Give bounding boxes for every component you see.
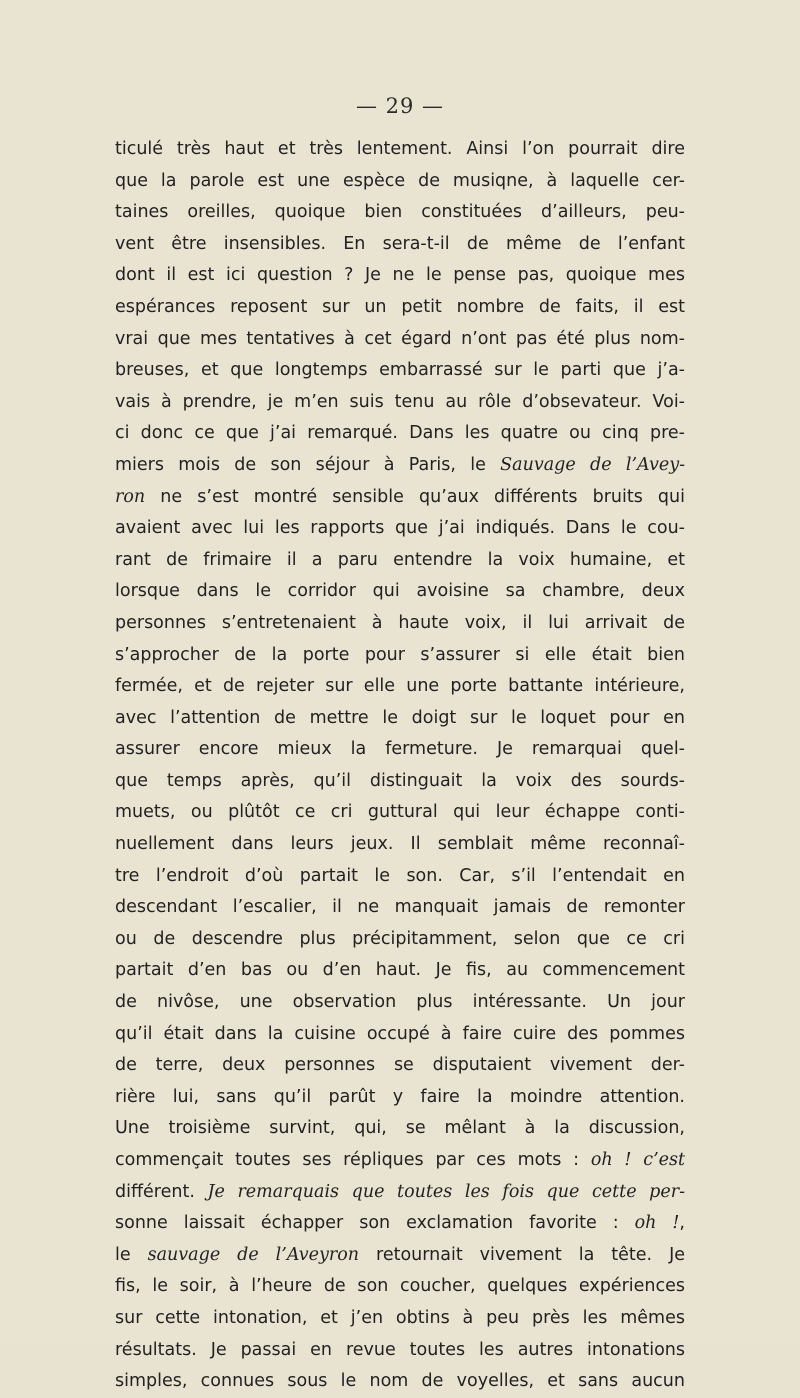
text-line: s’approcher de la porte pour s’assurer si elle était bien — [115, 644, 685, 665]
italic-text: sauvage de l’Aveyron — [147, 1244, 360, 1265]
text-line: ticulé très haut et très lentement. Ainsi l’on pourrait dire — [115, 139, 685, 159]
text-line: que la parole est une espèce de musiqne, à laquelle cer- — [115, 170, 685, 191]
text-line: descendant l’escalier, il ne manquait jamais de remonter — [115, 897, 685, 918]
text-line: sonne laissait échapper son exclamation favorite : oh !, — [115, 1213, 685, 1234]
text-line: vrai que mes tentatives à cet égard n’ont pas été plus nom- — [115, 328, 685, 349]
text-line: personnes s’entretenaient à haute voix, il lui arrivait de — [115, 612, 685, 633]
text-line: qu’il était dans la cuisine occupé à faire cuire des pommes — [115, 1023, 685, 1044]
text-line: que temps après, qu’il distinguait la voix des sourds- — [115, 770, 685, 791]
text-line: dont il est ici question ? Je ne le pense pas, quoique mes — [115, 265, 685, 286]
text-line: fis, le soir, à l’heure de son coucher, quelques expériences — [115, 1276, 685, 1297]
text-line: le sauvage de l’Aveyron retournait vivement la tête. Je — [115, 1244, 686, 1265]
text-line: commençait toutes ses répliques par ces mots : oh ! c’est — [115, 1150, 686, 1170]
text-line: assurer encore mieux la fermeture. Je remarquai quel- — [115, 739, 685, 760]
text-line: muets, ou plûtôt ce cri guttural qui leur échappe conti- — [115, 802, 685, 823]
italic-text: ron — [115, 486, 146, 507]
text-line: taines oreilles, quoique bien constituées d’ailleurs, peu- — [115, 202, 685, 223]
text-line: vais à prendre, je m’en suis tenu au rôle d’obsevateur. Voi- — [115, 391, 685, 412]
text-line: rant de frimaire il a paru entendre la voix humaine, et — [115, 549, 685, 570]
italic-text: Sauvage de l’Avey- — [500, 454, 685, 475]
italic-text: Je remarquais que toutes les fois que cette per- — [194, 1181, 685, 1202]
page-number: — 29 — — [355, 94, 445, 118]
italic-text: oh ! — [634, 1213, 680, 1234]
text-line: ci donc ce que j’ai remarqué. Dans les quatre ou cinq pre- — [115, 423, 685, 444]
text-line: avaient avec lui les rapports que j’ai indiqués. Dans le cou- — [115, 518, 685, 539]
text-line: avec l’attention de mettre le doigt sur le loquet pour en — [115, 707, 685, 728]
text-line: lorsque dans le corridor qui avoisine sa chambre, deux — [115, 581, 685, 602]
text-line: différent. Je remarquais que toutes les fois que cette per- — [115, 1181, 685, 1202]
text-line: ou de descendre plus précipitamment, selon que ce cri — [115, 928, 685, 949]
text-line: breuses, et que longtemps embarrassé sur le parti que j’a- — [115, 360, 685, 381]
text-line: de terre, deux personnes se disputaient vivement der- — [115, 1055, 685, 1076]
text-line: vent être insensibles. En sera-t-il de même de l’enfant — [115, 233, 685, 254]
text-line: miers mois de son séjour à Paris, le Sauvage de l’Avey- — [115, 454, 685, 475]
text-line: espérances reposent sur un petit nombre de faits, il est — [115, 296, 685, 317]
text-line: résultats. Je passai en revue toutes les autres intonations — [115, 1339, 685, 1360]
text-line: fermée, et de rejeter sur elle une porte battante intérieure, — [115, 676, 685, 697]
text-line: sur cette intonation, et j’en obtins à peu près les mêmes — [115, 1307, 685, 1328]
text-line: rière lui, sans qu’il parût y faire la moindre attention. — [115, 1086, 685, 1107]
text-line: Une troisième survint, qui, se mêlant à la discussion, — [115, 1118, 685, 1139]
text-line: nuellement dans leurs jeux. Il semblait même reconnaî- — [115, 834, 685, 855]
italic-text: oh ! c’est — [590, 1150, 686, 1170]
body-text — [115, 134, 685, 1398]
text-line: ron ne s’est montré sensible qu’aux différents bruits qui — [115, 486, 685, 507]
text-line: de nivôse, une observation plus intéressante. Un jour — [115, 992, 685, 1013]
text-line: partait d’en bas ou d’en haut. Je fis, au commencement — [115, 960, 685, 981]
text-line: simples, connues sous le nom de voyelles, et sans aucun — [115, 1371, 685, 1392]
text-line: tre l’endroit d’où partait le son. Car, s’il l’entendait en — [115, 865, 685, 886]
